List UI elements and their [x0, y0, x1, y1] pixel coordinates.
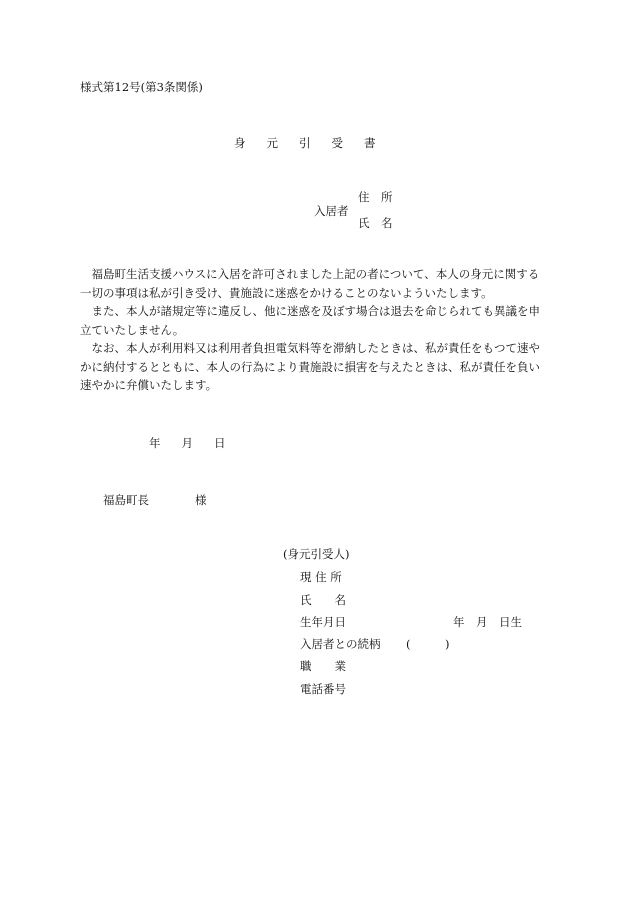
- date-year-label: 年: [149, 436, 161, 450]
- date-month-label: 月: [181, 436, 193, 450]
- title-char: 元: [266, 136, 278, 150]
- body-paragraph: また、本人が諸規定等に違反し、他に迷惑を及ぼす場合は退去を命じられても異議を申立ていたしません。: [80, 304, 540, 337]
- date-line: [149, 436, 247, 450]
- addressee-honorific: 様: [195, 493, 207, 507]
- title-char: 受: [331, 136, 343, 150]
- guarantor-heading: (身元引受人): [283, 547, 350, 561]
- resident-address-label: 住 所: [358, 190, 393, 204]
- guarantor-address-label: 現 住 所: [300, 570, 342, 584]
- addressee-name: 福島町長: [103, 493, 149, 507]
- resident-name-label: 氏 名: [358, 216, 393, 230]
- guarantor-birthdate-suffix: 年 月 日生: [453, 615, 522, 629]
- body-paragraph: 福島町生活支援ハウスに入居を許可されました上記の者について、本人の身元に関する一切の事項は私が引き受け、貴施設に迷惑をかけることのないよういたします。: [80, 267, 540, 300]
- title-char: 書: [364, 136, 376, 150]
- form-number: 様式第12号(第3条関係): [80, 80, 203, 94]
- guarantor-relation-label: 入居者との続柄: [300, 637, 381, 651]
- guarantor-relation-paren: ( ): [406, 637, 450, 651]
- resident-label: 入居者: [314, 204, 349, 218]
- title-char: 引: [299, 136, 311, 150]
- guarantor-phone-label: 電話番号: [300, 682, 346, 696]
- guarantor-name-label: 氏 名: [300, 593, 346, 607]
- guarantor-occupation-label: 職 業: [300, 659, 346, 673]
- title-char: 身: [234, 136, 246, 150]
- document-title: [234, 136, 397, 150]
- date-day-label: 日: [214, 436, 226, 450]
- guarantor-birthdate-label: 生年月日: [300, 615, 346, 629]
- body-paragraph: なお、本人が利用料又は利用者負担電気料等を滞納したときは、私が責任をもつて速やかに納付するとともに、本人の行為により貴施設に損害を与えたときは、私が責任を負い速やかに弁償いたします。: [80, 341, 540, 392]
